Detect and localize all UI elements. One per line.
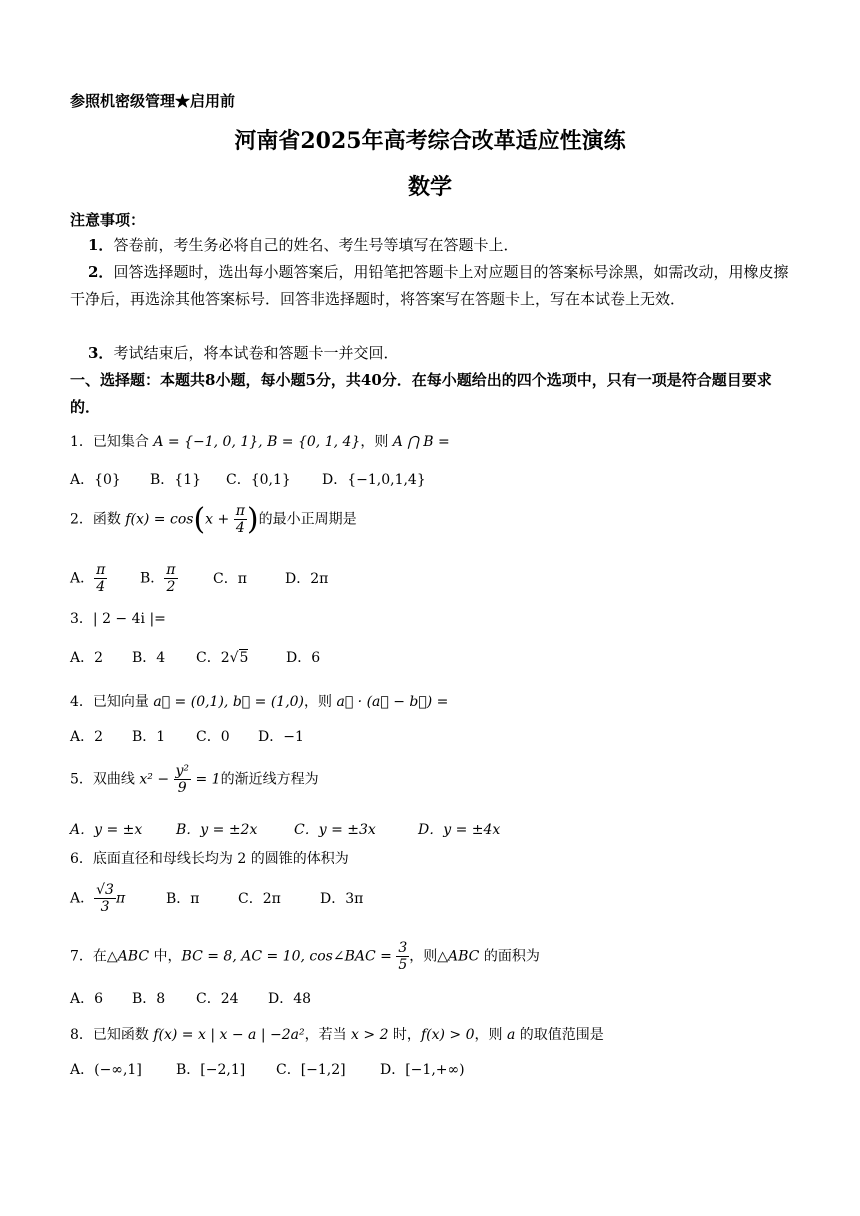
q7-suffix: 的面积为	[479, 948, 540, 965]
q5-option-c: C．y = ±3x	[294, 822, 376, 838]
q8-option-b: B．[−2,1]	[176, 1062, 246, 1078]
q7-conditions: BC = 8, AC = 10, cos∠BAC =	[181, 948, 397, 965]
q1-option-d: D．{−1,0,1,4}	[322, 472, 426, 488]
q4-expr: a⃗ · (a⃗ − b⃗) =	[336, 694, 449, 710]
confidentiality-label: 参照机密级管理★启用前	[70, 92, 236, 110]
q2-option-a: A． $\frac{\pi}{4}$	[70, 562, 106, 596]
question-7-stem	[70, 940, 540, 973]
question-7-options	[70, 988, 311, 1008]
question-2-stem	[70, 502, 357, 537]
q2-option-b-frac: $\frac{\pi}{2}$	[166, 562, 176, 596]
q6-option-c: C．2π	[238, 890, 281, 907]
q4-mid: ，则	[304, 694, 337, 710]
note-item-2-text: 回答选择题时，选出每小题答案后，用铅笔把答题卡上对应题目的答案标号涂黑，如需改动，用橡皮擦干净后，再选涂其他答案标号．回答非选择题时，将答案写在答题卡上，写在本试卷上无效．	[70, 263, 789, 308]
q8-mid: ，若当	[304, 1027, 352, 1043]
question-4-options	[70, 726, 304, 746]
q4-option-c: C．0	[196, 729, 230, 745]
note-item-1-text: 答卷前，考生务必将自己的姓名、考生号等填写在答题卡上．	[113, 236, 519, 254]
q6-option-d: D．3π	[320, 890, 364, 907]
q6-option-b: B．π	[166, 890, 200, 907]
q4-prefix: 4．已知向量	[70, 694, 154, 710]
subject-title: 数学	[407, 174, 452, 200]
question-3-options	[70, 647, 320, 667]
q7-triangle-2: ABC	[448, 948, 480, 965]
q8-cond: x > 2	[351, 1027, 389, 1043]
q3-sqrt-arg: 5	[239, 650, 249, 666]
q5-x2: x² −	[139, 771, 174, 788]
question-6-options	[70, 882, 363, 915]
q2-x-plus: x +	[205, 511, 234, 528]
question-3-stem: 3．| 2 − 4i |=	[70, 611, 166, 627]
q2-frac-den: 4	[235, 520, 245, 536]
q5-suffix: 的渐近线方程为	[220, 771, 319, 788]
q3-option-d: D．6	[286, 650, 321, 666]
q7-mid2: ，则△	[409, 948, 449, 965]
q8-option-d: D．[−1,+∞)	[380, 1062, 465, 1078]
q3-option-a: A．2	[70, 650, 104, 666]
q2-frac-num: π	[235, 502, 245, 519]
question-1-stem	[70, 431, 450, 451]
q5-option-a: A．y = ±x	[70, 822, 143, 838]
section-1-heading: 一、选择题：本题共8小题，每小题5分，共40分．在每小题给出的四个选项中，只有一项是符合题目要求的．	[70, 371, 772, 416]
q8-prefix: 8．已知函数	[70, 1027, 154, 1043]
notes-heading: 注意事项：	[70, 211, 146, 229]
exam-title: 河南省2025年高考综合改革适应性演练	[234, 128, 626, 154]
q7-option-c: C．24	[196, 991, 239, 1007]
q5-option-b: B．y = ±2x	[176, 822, 258, 838]
q2-paren-right: )	[246, 502, 259, 537]
question-5-stem	[70, 763, 319, 796]
q5-prefix: 5．双曲线	[70, 771, 140, 788]
q4-option-a: A．2	[70, 729, 104, 745]
q5-eq: = 1	[191, 771, 221, 788]
question-1-options	[70, 469, 426, 489]
note-item-3	[70, 340, 794, 367]
question-8-stem	[70, 1024, 604, 1044]
question-8-options	[70, 1059, 465, 1079]
q2-option-d: D．2π	[285, 570, 329, 587]
q2-option-b: B． $\frac{\pi}{2}$	[140, 562, 176, 596]
q1-sets: A = {−1, 0, 1}, B = {0, 1, 4}	[153, 434, 361, 450]
q3-option-b: B．4	[132, 650, 166, 666]
q8-option-a: A．(−∞,1]	[70, 1062, 142, 1078]
note-item-2-number: 2．	[88, 263, 114, 281]
q2-paren-left: (	[193, 502, 206, 537]
q4-option-d: D．−1	[258, 729, 304, 745]
q4-vectors: a⃗ = (0,1), b⃗ = (1,0)	[153, 694, 305, 710]
q2-func: f(x) = cos	[125, 511, 194, 528]
q2-option-a-frac: $\frac{\pi}{4}$	[96, 562, 106, 596]
q1-option-c: C．{0,1}	[226, 472, 291, 488]
q2-option-c: C．π	[213, 570, 247, 587]
q5-option-d: D．y = ±4x	[418, 822, 501, 838]
q8-mid2: 时，	[388, 1027, 421, 1043]
q7-option-a: A．6	[70, 991, 104, 1007]
q7-option-d: D．48	[268, 991, 312, 1007]
q1-expr: A ⋂ B =	[392, 434, 450, 450]
q8-cond2: f(x) > 0	[420, 1027, 475, 1043]
note-item-2	[70, 259, 794, 313]
q1-prefix: 1．已知集合	[70, 434, 154, 450]
question-6-stem: 6．底面直径和母线长均为 2 的圆锥的体积为	[70, 851, 349, 867]
q7-prefix: 7．在△	[70, 948, 118, 965]
q6-option-a-frac: $\frac{√3}{3}$	[96, 882, 114, 916]
q1-option-a: A．{0}	[70, 472, 121, 488]
q1-mid: ，则	[360, 434, 393, 450]
q2-suffix: 的最小正周期是	[258, 511, 357, 528]
q8-mid3: ，则	[474, 1027, 507, 1043]
q3-option-c: C．2√5	[196, 650, 249, 666]
note-item-3-number: 3．	[88, 344, 114, 362]
q7-option-b: B．8	[132, 991, 166, 1007]
note-item-1-number: 1．	[88, 236, 114, 254]
q7-triangle: ABC	[117, 948, 150, 965]
q7-mid: 中，	[149, 948, 182, 965]
q8-suffix: 的取值范围是	[515, 1027, 604, 1043]
q8-option-c: C．[−1,2]	[276, 1062, 346, 1078]
question-2-options	[70, 562, 328, 595]
q6-option-a: A． $\frac{√3}{3}$ π	[70, 882, 126, 916]
question-4-stem	[70, 691, 448, 711]
q4-option-b: B．1	[132, 729, 166, 745]
note-item-3-text: 考试结束后，将本试卷和答题卡一并交回．	[113, 344, 399, 362]
question-5-options	[70, 819, 500, 839]
q8-var: a	[506, 1027, 516, 1043]
q7-fraction: $\frac{3}{5}$	[398, 940, 408, 974]
q1-option-b: B．{1}	[150, 472, 202, 488]
q5-fraction: $\frac{\text{y²}}{9}$	[175, 763, 190, 797]
q2-fraction	[234, 503, 247, 536]
q2-prefix: 2．函数	[70, 511, 126, 528]
q8-func: f(x) = x | x − a | −2a²	[153, 1027, 305, 1043]
note-item-1	[70, 232, 794, 259]
